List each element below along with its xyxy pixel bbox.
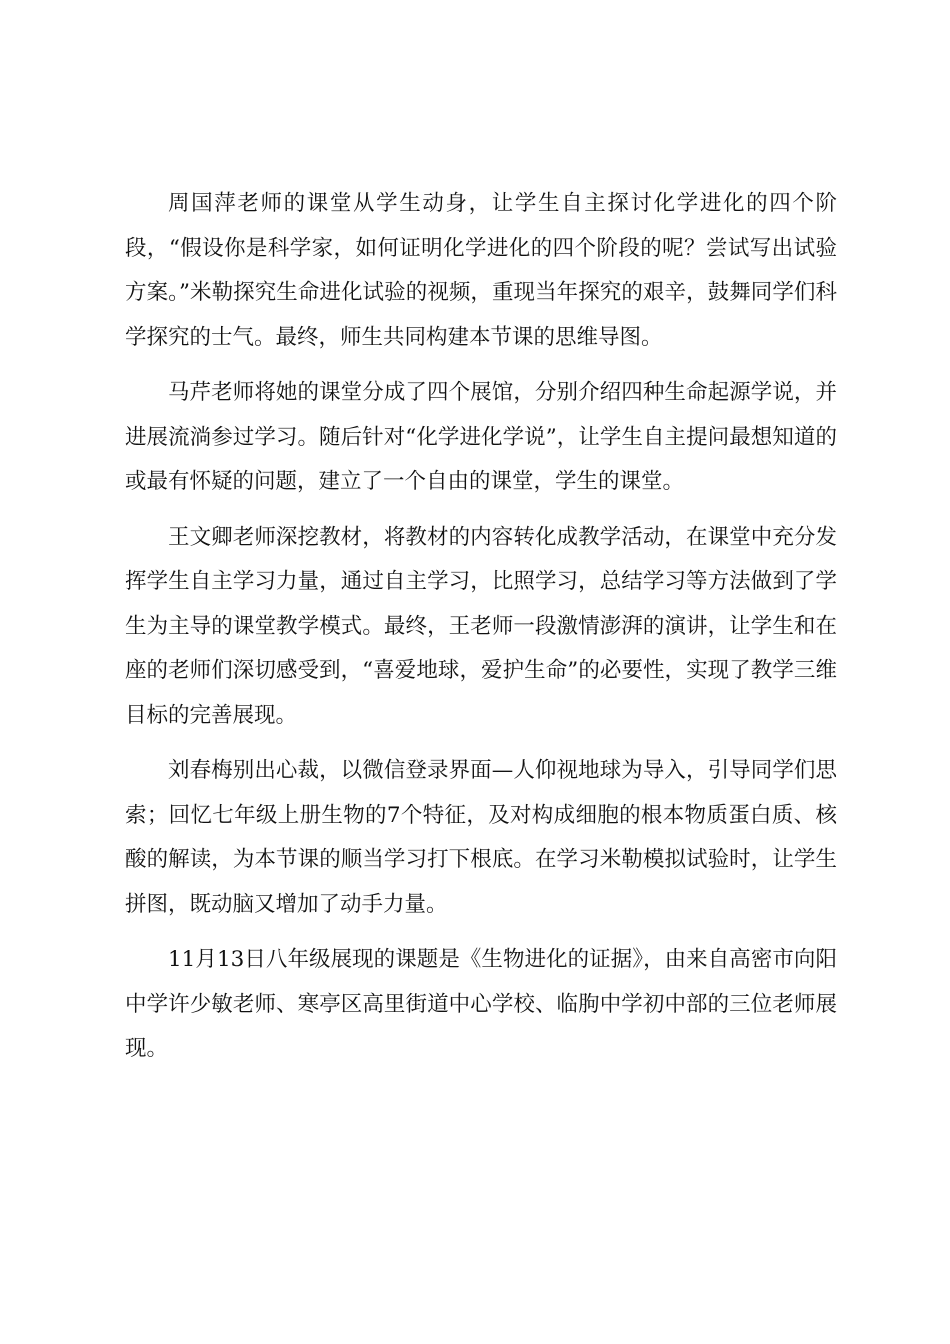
- body-text: [125, 182, 837, 1083]
- paragraph-ma-qin: 马芹老师将她的课堂分成了四个展馆，分别介绍四种生命起源学说，并进展流淌参过学习。随后针对“化学进化学说”，让学生自主提问最想知道的或最有怀疑的问题，建立了一个自由的课堂，学生的课堂。: [125, 380, 837, 494]
- paragraph-grade8-topic: 11月13日八年级展现的课题是《生物进化的证据》，由来自高密市向阳中学许少敏老师、寒亭区高里街道中心学校、临朐中学初中部的三位老师展现。: [125, 947, 837, 1061]
- paragraph-liu-chunmei: 刘春梅别出心裁，以微信登录界面—人仰视地球为导入，引导同学们思索；回忆七年级上册生物的7个特征，及对构成细胞的根本物质蛋白质、核酸的解读，为本节课的顺当学习打下根底。在学习米勒模拟试验时，让学生拼图，既动脑又增加了动手力量。: [125, 758, 837, 917]
- paragraph-zhou-guoping: 周国萍老师的课堂从学生动身，让学生自主探讨化学进化的四个阶段，“假设你是科学家，如何证明化学进化的四个阶段的呢？尝试写出试验方案。”米勒探究生命进化试验的视频，重现当年探究的艰辛，鼓舞同学们科学探究的士气。最终，师生共同构建本节课的思维导图。: [125, 191, 837, 350]
- paragraph-wang-wenqing: 王文卿老师深挖教材，将教材的内容转化成教学活动，在课堂中充分发挥学生自主学习力量，通过自主学习，比照学习，总结学习等方法做到了学生为主导的课堂教学模式。最终，王老师一段激情澎湃的演讲，让学生和在座的老师们深切感受到，“喜爱地球，爱护生命”的必要性，实现了教学三维目标的完善展现。: [125, 524, 837, 728]
